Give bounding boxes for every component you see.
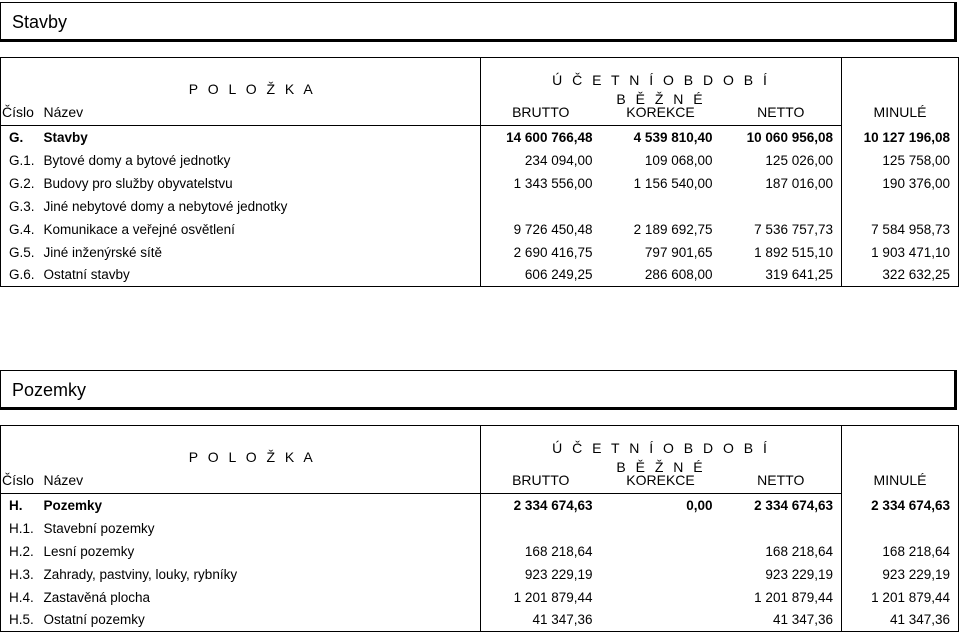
row-brutto: 168 218,64 [481, 540, 601, 563]
row-name: Stavby [43, 129, 88, 145]
row-brutto: 2 690 416,75 [481, 241, 601, 264]
row-name: Komunikace a veřejné osvětlení [43, 221, 235, 237]
table-row [1, 609, 959, 632]
row-code: H.2. [1, 540, 41, 563]
row-code: G.5. [1, 241, 41, 264]
row-minule: 190 376,00 [842, 172, 959, 195]
row-minule [842, 195, 959, 218]
table-row [1, 540, 959, 563]
section-title-text: Stavby [12, 12, 68, 32]
row-brutto [481, 517, 601, 540]
row-korekce: 797 901,65 [644, 244, 713, 260]
row-netto: 168 218,64 [765, 543, 833, 559]
row-code: G.1. [1, 149, 41, 172]
row-netto: 319 641,25 [721, 264, 842, 287]
header-cislo: Číslo [1, 468, 41, 494]
header-polozka: P O L O Ž K A [41, 58, 481, 100]
row-name: Ostatní pozemky [41, 609, 481, 632]
table-row [1, 172, 959, 195]
row-minule: 1 903 471,10 [842, 241, 959, 264]
header-bezne: B Ě Ž N É [481, 80, 842, 100]
table-row [1, 241, 959, 264]
row-name: Lesní pozemky [43, 543, 135, 559]
table-row [1, 586, 959, 609]
row-code: H.3. [1, 563, 41, 586]
row-minule: 322 632,25 [842, 264, 959, 287]
row-korekce: 286 608,00 [601, 264, 721, 287]
row-code: H.1. [1, 517, 41, 540]
row-korekce [601, 563, 721, 586]
row-code: G. [1, 126, 41, 149]
row-korekce: 2 189 692,75 [633, 221, 713, 237]
row-netto: 41 347,36 [721, 609, 842, 632]
header-ucetni-obdobi: Ú Č E T N Í O B D O B Í [481, 58, 842, 80]
header-minule: MINULÉ [842, 448, 959, 494]
row-brutto: 606 249,25 [481, 264, 601, 287]
row-code: G.6. [1, 264, 41, 287]
table-row [1, 195, 959, 218]
row-korekce [601, 517, 721, 540]
table-row [1, 218, 959, 241]
header-ucetni-obdobi: Ú Č E T N Í O B D O B Í [481, 426, 842, 448]
row-korekce [601, 609, 721, 632]
row-code: G.3. [1, 195, 41, 218]
table-row [1, 126, 959, 149]
row-brutto: 923 229,19 [481, 563, 601, 586]
table-row [1, 517, 959, 540]
row-brutto: 14 600 766,48 [481, 126, 601, 149]
header-brutto: BRUTTO [481, 468, 601, 494]
row-korekce: 109 068,00 [644, 152, 713, 168]
row-minule: 10 127 196,08 [842, 126, 959, 149]
row-brutto: 41 347,36 [481, 609, 601, 632]
row-code: G.4. [1, 218, 41, 241]
header-netto: NETTO [721, 468, 842, 494]
row-netto [721, 195, 842, 218]
row-code: H. [1, 494, 41, 517]
row-brutto: 234 094,00 [481, 149, 601, 172]
row-netto: 923 229,19 [765, 566, 833, 582]
row-brutto: 1 201 879,44 [481, 586, 601, 609]
row-name: Budovy pro služby obyvatelstvu [43, 175, 233, 191]
row-netto: 125 026,00 [765, 152, 833, 168]
row-minule: 2 334 674,63 [842, 494, 959, 517]
row-korekce [601, 195, 721, 218]
table-pozemky [0, 425, 959, 632]
row-name: Bytové domy a bytové jednotky [43, 152, 231, 168]
row-name: Ostatní stavby [41, 264, 481, 287]
header-polozka: P O L O Ž K A [41, 426, 481, 468]
section-title-pozemky [0, 370, 957, 410]
header-netto: NETTO [721, 100, 842, 126]
row-minule [842, 517, 959, 540]
section-title-stavby [0, 2, 957, 42]
row-name: Zahrady, pastviny, louky, rybníky [43, 566, 238, 582]
row-korekce: 0,00 [686, 497, 713, 513]
header-bezne: B Ě Ž N É [481, 448, 842, 468]
row-brutto: 9 726 450,48 [481, 218, 601, 241]
row-minule: 125 758,00 [842, 149, 959, 172]
row-netto: 187 016,00 [765, 175, 833, 191]
row-minule: 923 229,19 [842, 563, 959, 586]
row-netto: 7 536 757,73 [754, 221, 833, 237]
section-title-text: Pozemky [12, 380, 87, 400]
row-netto: 2 334 674,63 [754, 497, 833, 513]
row-name: Zastavěná plocha [43, 589, 151, 605]
row-name: Stavební pozemky [43, 520, 155, 536]
row-brutto [481, 195, 601, 218]
header-cislo: Číslo [1, 100, 41, 126]
row-netto: 1 201 879,44 [754, 589, 833, 605]
row-netto [721, 517, 842, 540]
row-korekce: 4 539 810,40 [633, 129, 713, 145]
row-name: Jiné nebytové domy a nebytové jednotky [43, 198, 288, 214]
header-brutto: BRUTTO [481, 100, 601, 126]
row-minule: 168 218,64 [842, 540, 959, 563]
row-netto: 1 892 515,10 [754, 244, 833, 260]
row-korekce: 1 156 540,00 [633, 175, 713, 191]
table-row [1, 264, 959, 287]
row-netto: 10 060 956,08 [746, 129, 833, 145]
row-minule: 7 584 958,73 [842, 218, 959, 241]
row-korekce [601, 540, 721, 563]
row-code: G.2. [1, 172, 41, 195]
row-code: H.4. [1, 586, 41, 609]
row-code: H.5. [1, 609, 41, 632]
row-korekce [601, 586, 721, 609]
row-name: Pozemky [43, 497, 103, 513]
header-nazev: Název [41, 468, 481, 494]
header-korekce: KOREKCE [601, 100, 721, 126]
row-minule: 41 347,36 [842, 609, 959, 632]
table-stavby [0, 57, 959, 287]
header-minule: MINULÉ [842, 80, 959, 126]
row-brutto: 1 343 556,00 [481, 172, 601, 195]
table-row [1, 494, 959, 517]
table-row [1, 149, 959, 172]
row-minule: 1 201 879,44 [842, 586, 959, 609]
header-korekce: KOREKCE [601, 468, 721, 494]
row-brutto: 2 334 674,63 [481, 494, 601, 517]
table-row [1, 563, 959, 586]
row-name: Jiné inženýrské sítě [43, 244, 163, 260]
header-nazev: Název [41, 100, 481, 126]
